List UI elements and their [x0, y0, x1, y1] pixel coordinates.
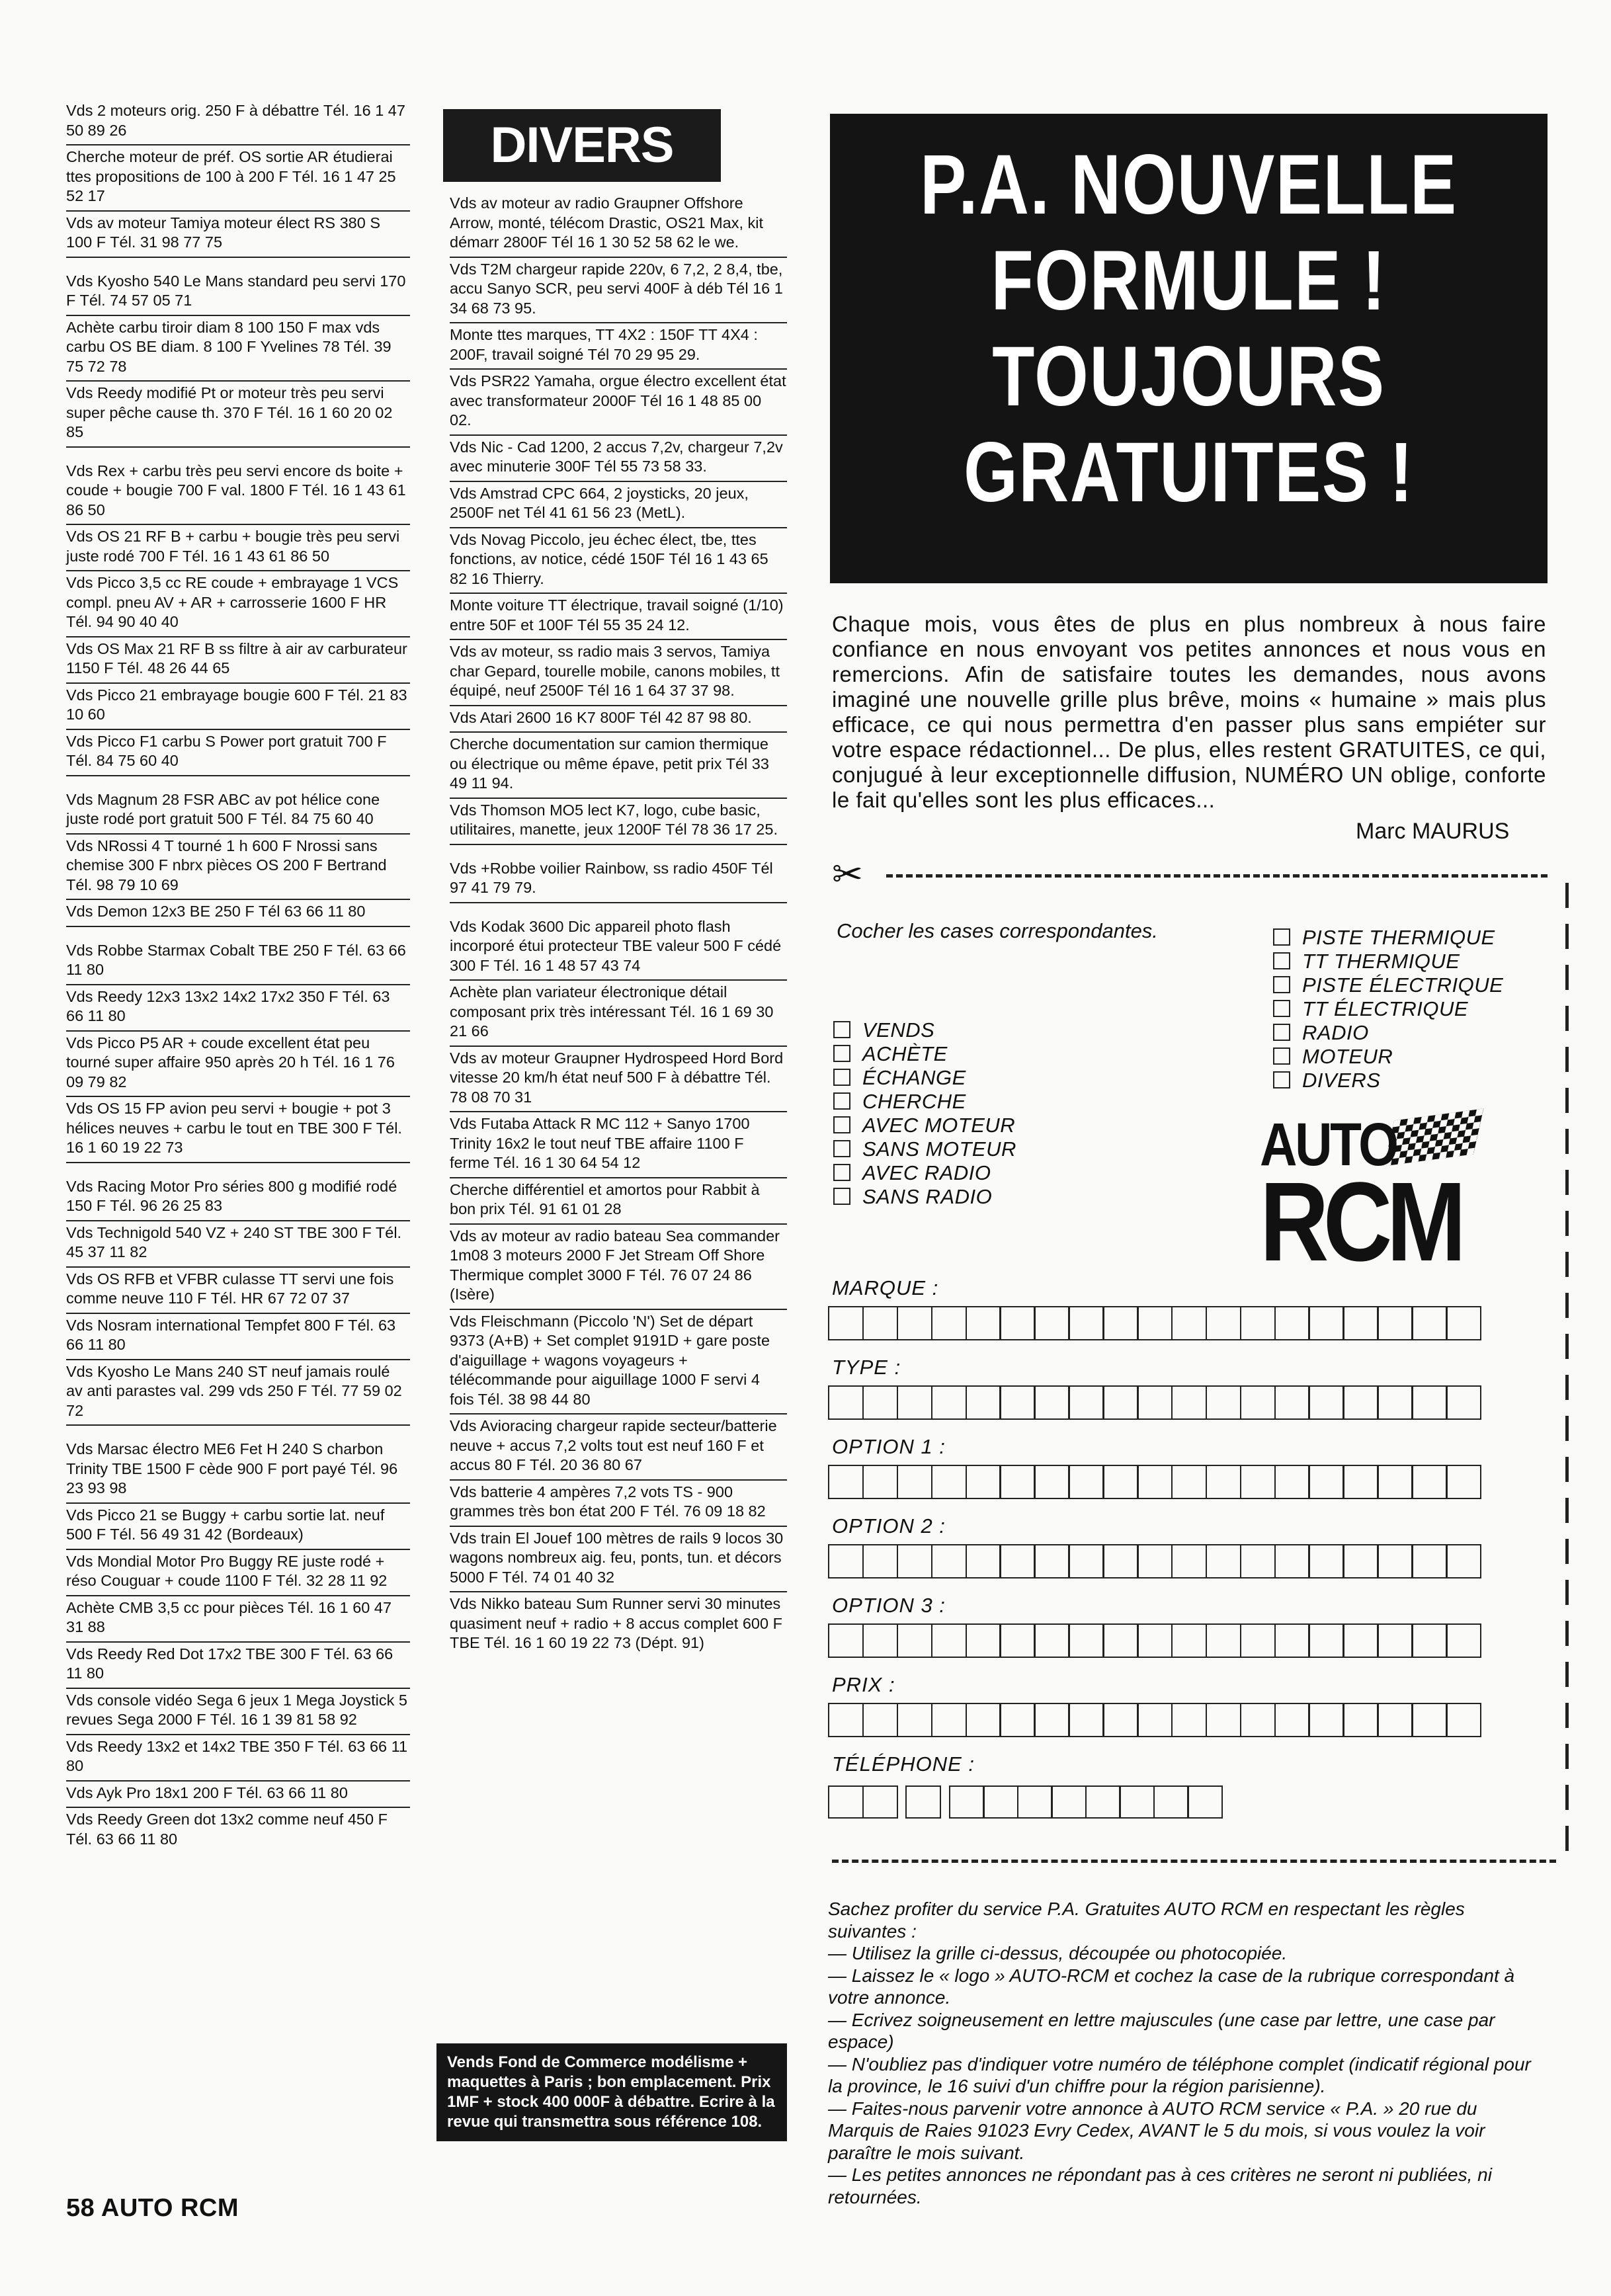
- option1-input-grid[interactable]: [828, 1465, 1480, 1499]
- checkbox[interactable]: [833, 1069, 850, 1086]
- letter-cell[interactable]: [1342, 1703, 1378, 1737]
- prix-label: PRIX :: [832, 1673, 895, 1696]
- auto-rcm-logo: [1260, 1111, 1478, 1285]
- letter-cell[interactable]: [1171, 1623, 1207, 1658]
- letter-cell[interactable]: [966, 1544, 1001, 1578]
- checkbox[interactable]: [1273, 1000, 1290, 1017]
- letter-cell[interactable]: [966, 1623, 1001, 1658]
- type-option[interactable]: [833, 1090, 1016, 1114]
- letter-cell[interactable]: [1446, 1385, 1481, 1420]
- page-footer: 58 AUTO RCM: [66, 2194, 239, 2222]
- classified-ad: Vds Mondial Motor Pro Buggy RE juste rodé + réso Couguar + coude 1100 F Tél. 32 28 11 92: [66, 1550, 410, 1596]
- letter-cell[interactable]: [1206, 1465, 1241, 1499]
- classified-ad: Vds Fleischmann (Piccolo 'N') Set de départ 9373 (A+B) + Set complet 9191D + gare poste d'aiguillage + wagons voyageurs + télécommande pour aiguillage 1000 F servi 4 fois Tél. 38 98 44 80: [450, 1310, 787, 1415]
- letter-cell[interactable]: [1102, 1623, 1138, 1658]
- form-instruction: Cocher les cases correspondantes.: [837, 919, 1158, 942]
- option3-label: OPTION 3 :: [832, 1594, 946, 1617]
- letter-cell[interactable]: [1274, 1703, 1310, 1737]
- checkbox-label: ÉCHANGE: [862, 1066, 966, 1089]
- letter-cell[interactable]: [828, 1465, 864, 1499]
- classified-ad: Vds Reedy 12x3 13x2 14x2 17x2 350 F Tél. 63 66 11 80: [66, 985, 410, 1032]
- letter-cell[interactable]: [1240, 1465, 1276, 1499]
- letter-cell[interactable]: [1034, 1465, 1069, 1499]
- type-option[interactable]: [833, 1018, 1016, 1042]
- letter-cell[interactable]: [1137, 1544, 1173, 1578]
- classified-ad: Vds NRossi 4 T tourné 1 h 600 F Nrossi sans chemise 300 F nbrx pièces OS 200 F Bertrand Tél. 98 79 10 69: [66, 835, 410, 901]
- letter-cell[interactable]: [1240, 1703, 1276, 1737]
- letter-cell[interactable]: [999, 1623, 1035, 1658]
- letter-cell[interactable]: [1274, 1544, 1310, 1578]
- classified-ad: Vds av moteur, ss radio mais 3 servos, Tamiya char Gepard, tourelle mobile, canons mobiles, tt équipé, neuf 2500F Tél 16 1 64 37 37 98.: [450, 640, 787, 706]
- classified-ad: Cherche documentation sur camion thermique ou électrique ou même épave, petit prix Tél 33 49 11 94.: [450, 733, 787, 799]
- checkbox-label: SANS MOTEUR: [862, 1137, 1016, 1161]
- classified-ad: Vds train El Jouef 100 mètres de rails 9 locos 30 wagons nombreux aig. feu, ponts, tun. et décors 5000 F Tél. 74 01 40 32: [450, 1527, 787, 1593]
- letter-cell[interactable]: [862, 1703, 898, 1737]
- checkered-flag-icon: [1384, 1108, 1484, 1166]
- letter-cell[interactable]: [1446, 1623, 1481, 1658]
- letter-cell[interactable]: [1411, 1623, 1447, 1658]
- classified-ad: Vds Racing Motor Pro séries 800 g modifié rodé 150 F Tél. 96 26 25 83: [66, 1175, 410, 1221]
- letter-cell[interactable]: [1411, 1703, 1447, 1737]
- letter-cell[interactable]: [999, 1703, 1035, 1737]
- letter-cell[interactable]: [1206, 1623, 1241, 1658]
- letter-cell[interactable]: [1377, 1306, 1413, 1340]
- option2-input-grid[interactable]: [828, 1544, 1480, 1578]
- classified-ad: Vds Nosram international Tempfet 800 F Tél. 63 66 11 80: [66, 1314, 410, 1360]
- classified-ad: Vds Kyosho Le Mans 240 ST neuf jamais roulé av anti parastes val. 299 vds 250 F Tél. 77 59 02 72: [66, 1360, 410, 1426]
- letter-cell[interactable]: [1308, 1465, 1344, 1499]
- rubrique-checkbox-group: [1273, 926, 1503, 1092]
- classified-ad: Cherche moteur de préf. OS sortie AR étudierai ttes propositions de 100 à 200 F Tél. 16 1 47 25 52 17: [66, 145, 410, 212]
- letter-cell[interactable]: [1068, 1544, 1104, 1578]
- classified-ad: Vds Reedy modifié Pt or moteur très peu servi super pêche cause th. 370 F Tél. 16 1 60 20 02 85: [66, 382, 410, 448]
- checkbox[interactable]: [833, 1021, 850, 1038]
- classified-ad: Vds OS 15 FP avion peu servi + bougie + pot 3 hélices neuves + carbu le tout en TBE 300 F Tél. 16 1 60 19 22 73: [66, 1097, 410, 1163]
- checkbox[interactable]: [1273, 1024, 1290, 1041]
- rubrique-option[interactable]: [1273, 926, 1503, 950]
- letter-cell[interactable]: [1342, 1306, 1378, 1340]
- letter-cell[interactable]: [897, 1703, 932, 1737]
- classified-ad: Vds 2 moteurs orig. 250 F à débattre Tél. 16 1 47 50 89 26: [66, 99, 410, 145]
- classified-ad: Vds av moteur av radio Graupner Offshore Arrow, monté, télécom Drastic, OS21 Max, kit démarr 2800F Tél 16 1 30 52 58 62 le we.: [450, 192, 787, 258]
- checkbox-label: AVEC RADIO: [862, 1161, 991, 1184]
- type-option[interactable]: [833, 1137, 1016, 1161]
- letter-cell[interactable]: [931, 1544, 967, 1578]
- letter-cell[interactable]: [1411, 1306, 1447, 1340]
- rubrique-option[interactable]: [1273, 1045, 1503, 1069]
- option2-label: OPTION 2 :: [832, 1514, 946, 1538]
- classified-ad: Vds Reedy Green dot 13x2 comme neuf 450 F Tél. 63 66 11 80: [66, 1811, 388, 1848]
- letter-cell[interactable]: [1274, 1385, 1310, 1420]
- letter-cell[interactable]: [1308, 1385, 1344, 1420]
- headline-line-2: FORMULE !: [991, 233, 1387, 328]
- classified-ad: Vds Demon 12x3 BE 250 F Tél 63 66 11 80: [66, 900, 410, 927]
- checkbox[interactable]: [1273, 1071, 1290, 1088]
- letter-cell[interactable]: [1446, 1306, 1481, 1340]
- classified-ad: Vds T2M chargeur rapide 220v, 6 7,2, 2 8,4, tbe, accu Sanyo SCR, peu servi 400F à déb Tél 16 1 34 68 73 95.: [450, 258, 787, 324]
- letter-cell[interactable]: [1137, 1465, 1173, 1499]
- rubrique-option[interactable]: [1273, 950, 1503, 973]
- letter-cell[interactable]: [1308, 1306, 1344, 1340]
- tel-group-1: [828, 1785, 896, 1819]
- classified-ad: Achète CMB 3,5 cc pour pièces Tél. 16 1 60 47 31 88: [66, 1596, 410, 1643]
- option3-input-grid[interactable]: [828, 1623, 1480, 1658]
- headline-line-3: TOUJOURS: [992, 329, 1385, 424]
- checkbox[interactable]: [833, 1092, 850, 1110]
- checkbox-label: AVEC MOTEUR: [862, 1114, 1016, 1137]
- letter-cell[interactable]: [1206, 1544, 1241, 1578]
- classified-ad: Vds Nikko bateau Sum Runner servi 30 minutes quasiment neuf + radio + 8 accus complet 600 F TBE Tél. 16 1 60 19 22 73 (Dépt. 91): [450, 1595, 782, 1651]
- classified-ad: Vds Thomson MO5 lect K7, logo, cube basic, utilitaires, manette, jeux 1200F Tél 78 36 17 25.: [450, 799, 787, 845]
- divers-section-banner: DIVERS: [443, 109, 721, 182]
- checkbox-label: ACHÈTE: [862, 1042, 948, 1065]
- letter-cell[interactable]: [828, 1306, 864, 1340]
- letter-cell[interactable]: [862, 1465, 898, 1499]
- checkbox[interactable]: [833, 1188, 850, 1205]
- letter-cell[interactable]: [1274, 1306, 1310, 1340]
- letter-cell[interactable]: [1274, 1465, 1310, 1499]
- classified-ad: Vds Technigold 540 VZ + 240 ST TBE 300 F Tél. 45 37 11 82: [66, 1221, 410, 1268]
- classified-ad: Vds Picco F1 carbu S Power port gratuit 700 F Tél. 84 75 60 40: [66, 730, 410, 776]
- prix-input-grid[interactable]: [828, 1703, 1480, 1737]
- classified-ad: Vds batterie 4 ampères 7,2 vots TS - 900 grammes très bon état 200 F Tél. 76 09 18 82: [450, 1481, 787, 1527]
- rubrique-option[interactable]: [1273, 1069, 1503, 1092]
- letter-cell[interactable]: [1240, 1306, 1276, 1340]
- letter-cell[interactable]: [1068, 1623, 1104, 1658]
- letter-cell[interactable]: [1137, 1623, 1173, 1658]
- letter-cell[interactable]: [828, 1385, 864, 1420]
- letter-cell[interactable]: [999, 1544, 1035, 1578]
- cut-line-bottom: [832, 1860, 1556, 1863]
- letter-cell[interactable]: [1377, 1465, 1413, 1499]
- signature: Marc MAURUS: [1356, 819, 1510, 844]
- headline-line-4: GRATUITES !: [964, 425, 1414, 520]
- checkbox-label: VENDS: [862, 1018, 935, 1042]
- classified-ad: Vds Ayk Pro 18x1 200 F Tél. 63 66 11 80: [66, 1782, 410, 1809]
- letter-cell[interactable]: [1102, 1306, 1138, 1340]
- letter-cell[interactable]: [1068, 1703, 1104, 1737]
- checkbox-label: SANS RADIO: [862, 1185, 993, 1208]
- letter-cell[interactable]: [1137, 1306, 1173, 1340]
- letter-cell[interactable]: [1342, 1623, 1378, 1658]
- rule-line: — Utilisez la grille ci-dessus, découpée ou photocopiée.: [828, 1943, 1288, 1963]
- classified-ad: Vds OS Max 21 RF B ss filtre à air av carburateur 1150 F Tél. 48 26 44 65: [66, 637, 410, 684]
- checkbox[interactable]: [833, 1045, 850, 1062]
- letter-cell[interactable]: [999, 1465, 1035, 1499]
- rubrique-option[interactable]: [1273, 1021, 1503, 1045]
- letter-cell[interactable]: [1342, 1465, 1378, 1499]
- letter-cell[interactable]: [1171, 1306, 1207, 1340]
- letter-cell[interactable]: [966, 1703, 1001, 1737]
- type-label: TYPE :: [832, 1356, 901, 1379]
- letter-cell[interactable]: [828, 1623, 864, 1658]
- letter-cell[interactable]: [1377, 1703, 1413, 1737]
- letter-cell[interactable]: [1411, 1465, 1447, 1499]
- classified-ad: Vds Kodak 3600 Dic appareil photo flash incorporé étui protecteur TBE valeur 500 F cédé 300 F Tél. 16 1 48 57 43 74: [450, 915, 787, 981]
- tel-group-3: [949, 1785, 1221, 1819]
- cut-line-top: [886, 874, 1548, 878]
- letter-cell[interactable]: [862, 1385, 898, 1420]
- telephone-input-grid[interactable]: [828, 1785, 1231, 1819]
- checkbox[interactable]: [1273, 952, 1290, 969]
- letter-cell[interactable]: [931, 1623, 967, 1658]
- letter-cell[interactable]: [1446, 1544, 1481, 1578]
- letter-cell[interactable]: [1102, 1703, 1138, 1737]
- checkbox-label: PISTE THERMIQUE: [1302, 926, 1495, 949]
- tel-group-2: [905, 1785, 940, 1819]
- letter-cell[interactable]: [862, 1623, 898, 1658]
- letter-cell[interactable]: [1034, 1623, 1069, 1658]
- classified-ad: Cherche différentiel et amortos pour Rabbit à bon prix Tél. 91 61 01 28: [450, 1178, 787, 1225]
- classified-ad: Vds PSR22 Yamaha, orgue électro excellent état avec transformateur 2000F Tél 16 1 48 85 00 02.: [450, 370, 787, 436]
- checkbox-label: DIVERS: [1302, 1069, 1381, 1092]
- letter-cell[interactable]: [966, 1465, 1001, 1499]
- cut-line-right: [1565, 883, 1569, 1862]
- classified-ad: Vds Futaba Attack R MC 112 + Sanyo 1700 Trinity 16x2 le tout neuf TBE affaire 1100 F ferme Tél. 16 1 30 64 54 12: [450, 1112, 787, 1178]
- letter-cell[interactable]: [966, 1385, 1001, 1420]
- rule-line: Sachez profiter du service P.A. Gratuites AUTO RCM en respectant les règles suivantes :: [828, 1899, 1465, 1942]
- checkbox[interactable]: [1273, 928, 1290, 946]
- classified-ad: Vds Reedy 13x2 et 14x2 TBE 350 F Tél. 63 66 11 80: [66, 1735, 410, 1782]
- classified-ad: Vds console vidéo Sega 6 jeux 1 Mega Joystick 5 revues Sega 2000 F Tél. 16 1 39 81 58 92: [66, 1689, 410, 1735]
- classified-ad: Achète plan variateur électronique détail composant prix très intéressant Tél. 16 1 69 30 21 66: [450, 981, 787, 1047]
- option1-label: OPTION 1 :: [832, 1435, 946, 1458]
- classified-ad: Vds Picco 3,5 cc RE coude + embrayage 1 VCS compl. pneu AV + AR + carrosserie 1600 F HR Tél. 94 90 40 40: [66, 571, 410, 637]
- letter-cell[interactable]: [1171, 1465, 1207, 1499]
- checkbox[interactable]: [1273, 1047, 1290, 1065]
- letter-cell[interactable]: [897, 1306, 932, 1340]
- letter-cell[interactable]: [1411, 1544, 1447, 1578]
- letter-cell[interactable]: [1206, 1703, 1241, 1737]
- classified-ad: Vds Atari 2600 16 K7 800F Tél 42 87 98 80.: [450, 706, 787, 733]
- type-option[interactable]: [833, 1185, 1016, 1209]
- letter-cell[interactable]: [1274, 1623, 1310, 1658]
- classified-ad: Achète carbu tiroir diam 8 100 150 F max vds carbu OS BE diam. 8 100 F Yvelines 78 Tél. 39 75 72 78: [66, 316, 410, 382]
- classified-ad: Vds Picco 21 embrayage bougie 600 F Tél. 21 83 10 60: [66, 684, 410, 730]
- letter-cell[interactable]: [1377, 1385, 1413, 1420]
- scissors-icon: ✂: [832, 853, 863, 895]
- letter-cell[interactable]: [1034, 1544, 1069, 1578]
- classified-ad: Vds OS 21 RF B + carbu + bougie très peu servi juste rodé 700 F Tél. 16 1 43 61 86 50: [66, 525, 410, 571]
- classified-ad: Vds Reedy Red Dot 17x2 TBE 300 F Tél. 63 66 11 80: [66, 1643, 410, 1689]
- classified-ad: Vds av moteur Tamiya moteur élect RS 380 S 100 F Tél. 31 98 77 75: [66, 212, 410, 258]
- classified-ad: Vds OS RFB et VFBR culasse TT servi une fois comme neuve 110 F Tél. HR 67 72 07 37: [66, 1268, 410, 1314]
- letter-cell[interactable]: [931, 1385, 967, 1420]
- letter-cell[interactable]: [862, 1306, 898, 1340]
- letter-cell[interactable]: [1446, 1465, 1481, 1499]
- type-option[interactable]: [833, 1042, 1016, 1066]
- commerce-promo-box: Vends Fond de Commerce modélisme + maquettes à Paris ; bon emplacement. Prix 1MF + stock 400 000F à débattre. Ecrire à la revue qui transmettra sous référence 108.: [436, 2043, 787, 2141]
- letter-cell[interactable]: [1171, 1703, 1207, 1737]
- checkbox-label: MOTEUR: [1302, 1045, 1393, 1068]
- telephone-label: TÉLÉPHONE :: [832, 1752, 975, 1776]
- intro-paragraph: Chaque mois, vous êtes de plus en plus nombreux à nous faire confiance en nous envoyant vos petites annonces et nous vous en remercions. Afin de satisfaire toutes les demandes, nous avons imaginé une nouvelle grille plus brêve, moins « humaine » mais plus efficace, ce qui nous permettra d'en passer plus sans empiéter sur votre espace rédactionnel... De plus, elles restent GRATUITES, ce qui, conjugué à leur exceptionnelle diffusion, NUMÉRO UN oblige, conforte le fait qu'elles sont les plus efficaces...: [832, 612, 1546, 812]
- classified-ad: Vds Rex + carbu très peu servi encore ds boite + coude + bougie 700 F val. 1800 F Tél. 16 1 43 61 86 50: [66, 460, 410, 526]
- letter-cell[interactable]: [931, 1703, 967, 1737]
- letter-cell[interactable]: [999, 1385, 1035, 1420]
- classified-ad: Vds Robbe Starmax Cobalt TBE 250 F Tél. 63 66 11 80: [66, 939, 410, 985]
- checkbox-label: CHERCHE: [862, 1090, 966, 1113]
- letter-cell[interactable]: [1171, 1544, 1207, 1578]
- letter-cell[interactable]: [1206, 1385, 1241, 1420]
- classifieds-column-2: [450, 192, 787, 1657]
- rubrique-option[interactable]: [1273, 997, 1503, 1021]
- type-option[interactable]: [833, 1114, 1016, 1137]
- letter-cell[interactable]: [1034, 1306, 1069, 1340]
- letter-cell[interactable]: [862, 1544, 898, 1578]
- letter-cell[interactable]: [1068, 1306, 1104, 1340]
- letter-cell[interactable]: [1308, 1623, 1344, 1658]
- classified-ad: Vds Picco 21 se Buggy + carbu sortie lat. neuf 500 F Tél. 56 49 31 42 (Bordeaux): [66, 1504, 410, 1550]
- letter-cell[interactable]: [1446, 1703, 1481, 1737]
- rule-line: — Faites-nous parvenir votre annonce à AUTO RCM service « P.A. » 20 rue du Marquis de Raies 91023 Evry Cedex, AVANT le 5 du mois, si vous voulez la voir paraître le mois suivant.: [828, 2098, 1485, 2163]
- classified-ad: Vds av moteur Graupner Hydrospeed Hord Bord vitesse 20 km/h état neuf 500 F à débattre Tél. 78 08 70 31: [450, 1047, 787, 1113]
- checkbox[interactable]: [833, 1140, 850, 1157]
- letter-cell[interactable]: [966, 1306, 1001, 1340]
- checkbox-label: TT THERMIQUE: [1302, 950, 1460, 973]
- rule-line: — N'oubliez pas d'indiquer votre numéro de téléphone complet (indicatif régional pour la province, le 16 suivi d'un chiffre pour la région parisienne).: [828, 2053, 1531, 2096]
- letter-cell[interactable]: [1102, 1465, 1138, 1499]
- letter-cell[interactable]: [1240, 1544, 1276, 1578]
- classified-ad: Vds +Robbe voilier Rainbow, ss radio 450F Tél 97 41 79 79.: [450, 857, 787, 903]
- letter-cell[interactable]: [1171, 1385, 1207, 1420]
- letter-cell[interactable]: [1137, 1385, 1173, 1420]
- pa-headline-box: [830, 114, 1548, 583]
- checkbox-label: TT ÉLECTRIQUE: [1302, 997, 1469, 1020]
- classified-ad: Vds Marsac électro ME6 Fet H 240 S charbon Trinity TBE 1500 F cède 900 F port payé Tél. 96 23 93 98: [66, 1438, 410, 1504]
- letter-cell[interactable]: [1206, 1306, 1241, 1340]
- letter-cell[interactable]: [931, 1306, 967, 1340]
- classified-ad: Vds Novag Piccolo, jeu échec élect, tbe, ttes fonctions, av notice, cédé 150F Tél 16 1 43 65 82 16 Thierry.: [450, 528, 787, 594]
- type-input-grid[interactable]: [828, 1385, 1480, 1420]
- marque-label: MARQUE :: [832, 1276, 939, 1299]
- letter-cell[interactable]: [1068, 1465, 1104, 1499]
- letter-cell[interactable]: [1342, 1385, 1378, 1420]
- checkbox[interactable]: [1273, 976, 1290, 993]
- letter-cell[interactable]: [1240, 1623, 1276, 1658]
- checkbox-label: PISTE ÉLECTRIQUE: [1302, 973, 1504, 997]
- classified-ad: Monte ttes marques, TT 4X2 : 150F TT 4X4 : 200F, travail soigné Tél 70 29 95 29.: [450, 323, 787, 370]
- classified-ad: Vds Kyosho 540 Le Mans standard peu servi 170 F Tél. 74 57 05 71: [66, 270, 410, 316]
- letter-cell[interactable]: [1377, 1623, 1413, 1658]
- letter-cell[interactable]: [828, 1703, 864, 1737]
- letter-cell[interactable]: [897, 1544, 932, 1578]
- type-checkbox-group: [833, 1018, 1016, 1209]
- checkbox[interactable]: [833, 1164, 850, 1181]
- logo-rcm-text: RCM: [1260, 1159, 1461, 1285]
- type-option[interactable]: [833, 1066, 1016, 1090]
- letter-cell[interactable]: [1102, 1544, 1138, 1578]
- classified-ad: Vds Nic - Cad 1200, 2 accus 7,2v, chargeur 7,2v avec minuterie 300F Tél 55 73 58 33.: [450, 436, 787, 482]
- classified-ad: Vds Picco P5 AR + coude excellent état peu tourné super affaire 950 après 20 h Tél. 16 1 76 09 79 82: [66, 1032, 410, 1098]
- letter-cell[interactable]: [1137, 1703, 1173, 1737]
- checkbox-label: RADIO: [1302, 1021, 1369, 1044]
- letter-cell[interactable]: [1411, 1385, 1447, 1420]
- classified-ad: Vds av moteur av radio bateau Sea commander 1m08 3 moteurs 2000 F Jet Stream Off Shore Thermique complet 3000 F Tél. 76 07 24 86 (Isère): [450, 1225, 787, 1310]
- letter-cell[interactable]: [1102, 1385, 1138, 1420]
- classifieds-column-1: [66, 99, 410, 1853]
- letter-cell[interactable]: [897, 1385, 932, 1420]
- letter-cell[interactable]: [1034, 1703, 1069, 1737]
- letter-cell[interactable]: [897, 1465, 932, 1499]
- letter-cell[interactable]: [828, 1544, 864, 1578]
- classified-ad: Vds Magnum 28 FSR ABC av pot hélice cone juste rodé port gratuit 500 F Tél. 84 75 60 40: [66, 788, 410, 835]
- classified-ad: Vds Avioracing chargeur rapide secteur/batterie neuve + accus 7,2 volts tout est neuf 160 F et accus 80 F Tél. 20 36 80 67: [450, 1414, 787, 1481]
- letter-cell[interactable]: [1377, 1544, 1413, 1578]
- letter-cell[interactable]: [1308, 1544, 1344, 1578]
- rule-line: — Laissez le « logo » AUTO-RCM et cochez la case de la rubrique correspondant à votre annonce.: [828, 1965, 1515, 2008]
- rubrique-option[interactable]: [1273, 973, 1503, 997]
- letter-cell[interactable]: [931, 1465, 967, 1499]
- letter-cell[interactable]: [1342, 1544, 1378, 1578]
- letter-cell[interactable]: [1068, 1385, 1104, 1420]
- rules-text: [828, 1898, 1539, 2208]
- classified-ad: Vds Amstrad CPC 664, 2 joysticks, 20 jeux, 2500F net Tél 41 61 56 23 (MetL).: [450, 482, 787, 528]
- logo-auto-text: AUTO: [1260, 1111, 1397, 1178]
- marque-input-grid[interactable]: [828, 1306, 1480, 1340]
- letter-cell[interactable]: [897, 1623, 932, 1658]
- letter-cell[interactable]: [1240, 1385, 1276, 1420]
- checkbox[interactable]: [833, 1116, 850, 1133]
- rule-line: — Ecrivez soigneusement en lettre majuscules (une case par lettre, une case par espace): [828, 2009, 1495, 2052]
- classified-ad: Monte voiture TT électrique, travail soigné (1/10) entre 50F et 100F Tél 55 35 24 12.: [450, 594, 787, 640]
- letter-cell[interactable]: [1308, 1703, 1344, 1737]
- letter-cell[interactable]: [999, 1306, 1035, 1340]
- type-option[interactable]: [833, 1161, 1016, 1185]
- headline-line-1: P.A. NOUVELLE: [920, 138, 1458, 232]
- letter-cell[interactable]: [1034, 1385, 1069, 1420]
- rule-line: — Les petites annonces ne répondant pas à ces critères ne seront ni publiées, ni retournées.: [828, 2164, 1492, 2207]
